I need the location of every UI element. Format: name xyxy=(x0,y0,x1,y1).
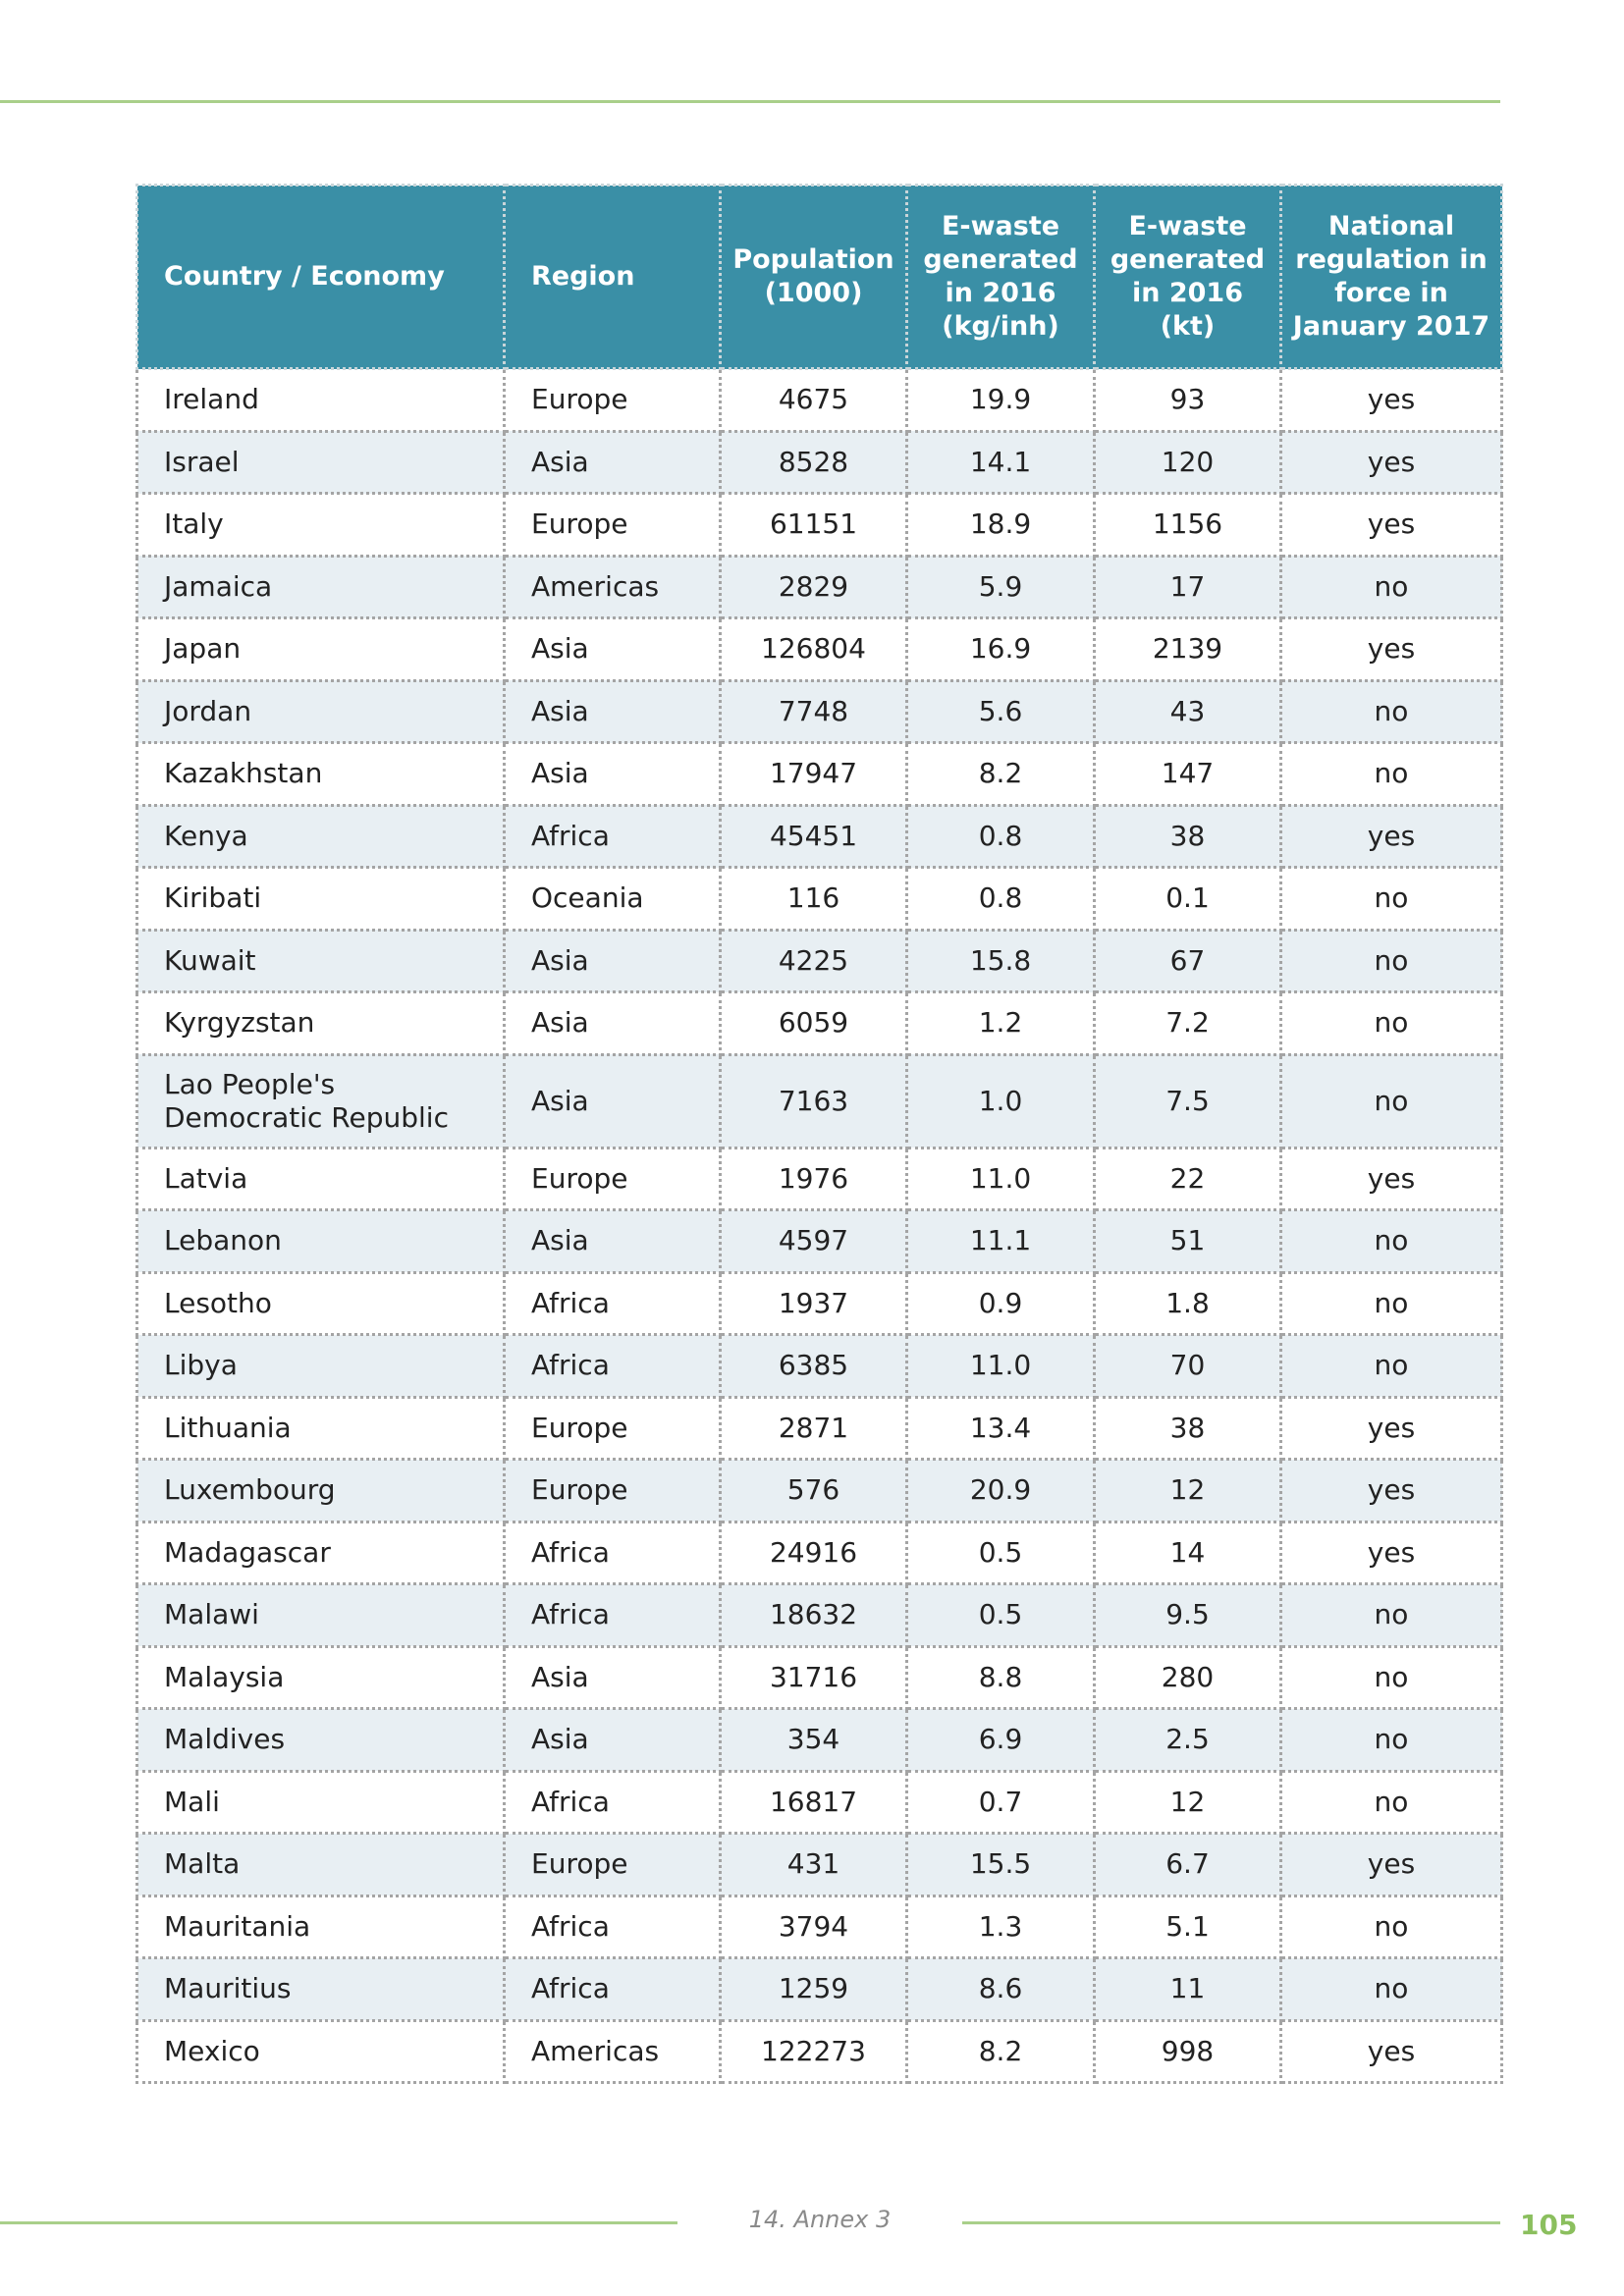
cell-region: Europe xyxy=(505,1460,721,1522)
table-row xyxy=(137,431,1502,494)
cell-ewaste-per-capita: 11.0 xyxy=(907,1148,1095,1210)
cell-country: Israel xyxy=(137,431,505,494)
cell-country: Lao People's Democratic Republic xyxy=(137,1054,505,1148)
cell-region: Asia xyxy=(505,618,721,681)
cell-country: Mali xyxy=(137,1771,505,1834)
cell-regulation: no xyxy=(1281,1054,1502,1148)
cell-ewaste-per-capita: 14.1 xyxy=(907,431,1095,494)
cell-population: 16817 xyxy=(721,1771,907,1834)
cell-region: Asia xyxy=(505,1709,721,1772)
cell-ewaste-per-capita: 0.8 xyxy=(907,805,1095,868)
cell-population: 122273 xyxy=(721,2020,907,2083)
cell-regulation: yes xyxy=(1281,1460,1502,1522)
cell-ewaste-per-capita: 0.5 xyxy=(907,1584,1095,1647)
cell-population: 2871 xyxy=(721,1397,907,1460)
table-row xyxy=(137,1771,1502,1834)
table-row xyxy=(137,992,1502,1055)
cell-region: Asia xyxy=(505,431,721,494)
cell-ewaste-total: 5.1 xyxy=(1095,1896,1281,1958)
table-row xyxy=(137,1272,1502,1335)
cell-region: Africa xyxy=(505,1335,721,1398)
table-row xyxy=(137,1584,1502,1647)
cell-country: Malta xyxy=(137,1834,505,1896)
table-row xyxy=(137,743,1502,806)
cell-regulation: yes xyxy=(1281,2020,1502,2083)
cell-region: Europe xyxy=(505,1834,721,1896)
cell-regulation: no xyxy=(1281,1646,1502,1709)
cell-regulation: yes xyxy=(1281,1522,1502,1584)
cell-regulation: no xyxy=(1281,1709,1502,1772)
cell-ewaste-per-capita: 20.9 xyxy=(907,1460,1095,1522)
cell-ewaste-total: 14 xyxy=(1095,1522,1281,1584)
cell-ewaste-total: 1156 xyxy=(1095,494,1281,557)
cell-country: Latvia xyxy=(137,1148,505,1210)
table-row xyxy=(137,868,1502,931)
cell-region: Africa xyxy=(505,1584,721,1647)
cell-regulation: no xyxy=(1281,1958,1502,2021)
cell-population: 45451 xyxy=(721,805,907,868)
cell-region: Africa xyxy=(505,1272,721,1335)
table-body xyxy=(137,369,1502,2083)
cell-ewaste-per-capita: 1.0 xyxy=(907,1054,1095,1148)
cell-region: Africa xyxy=(505,1771,721,1834)
cell-ewaste-total: 280 xyxy=(1095,1646,1281,1709)
cell-country: Kazakhstan xyxy=(137,743,505,806)
cell-regulation: yes xyxy=(1281,1834,1502,1896)
cell-ewaste-per-capita: 0.5 xyxy=(907,1522,1095,1584)
table-row xyxy=(137,1054,1502,1148)
cell-regulation: no xyxy=(1281,930,1502,992)
table-row xyxy=(137,1709,1502,1772)
cell-region: Europe xyxy=(505,494,721,557)
cell-ewaste-total: 998 xyxy=(1095,2020,1281,2083)
cell-region: Africa xyxy=(505,805,721,868)
cell-ewaste-total: 2139 xyxy=(1095,618,1281,681)
cell-regulation: no xyxy=(1281,992,1502,1055)
cell-country: Luxembourg xyxy=(137,1460,505,1522)
cell-population: 431 xyxy=(721,1834,907,1896)
cell-country: Mauritania xyxy=(137,1896,505,1958)
cell-ewaste-total: 0.1 xyxy=(1095,868,1281,931)
table-row xyxy=(137,2020,1502,2083)
cell-regulation: no xyxy=(1281,743,1502,806)
page-number: 105 xyxy=(1520,2209,1578,2241)
cell-region: Africa xyxy=(505,1896,721,1958)
cell-ewaste-total: 51 xyxy=(1095,1210,1281,1273)
cell-ewaste-total: 12 xyxy=(1095,1771,1281,1834)
table-row xyxy=(137,805,1502,868)
cell-population: 24916 xyxy=(721,1522,907,1584)
cell-region: Oceania xyxy=(505,868,721,931)
cell-country: Malawi xyxy=(137,1584,505,1647)
cell-regulation: no xyxy=(1281,556,1502,618)
top-rule xyxy=(0,100,1500,103)
cell-country: Malaysia xyxy=(137,1646,505,1709)
cell-country: Mauritius xyxy=(137,1958,505,2021)
cell-ewaste-total: 38 xyxy=(1095,1397,1281,1460)
table-row xyxy=(137,1148,1502,1210)
cell-population: 354 xyxy=(721,1709,907,1772)
cell-population: 1937 xyxy=(721,1272,907,1335)
cell-population: 6385 xyxy=(721,1335,907,1398)
cell-region: Asia xyxy=(505,930,721,992)
cell-population: 4675 xyxy=(721,369,907,432)
table-row xyxy=(137,618,1502,681)
cell-country: Lithuania xyxy=(137,1397,505,1460)
cell-ewaste-per-capita: 0.7 xyxy=(907,1771,1095,1834)
footer-rule-left xyxy=(0,2221,677,2224)
cell-population: 1259 xyxy=(721,1958,907,2021)
header-row xyxy=(137,186,1502,369)
table-row xyxy=(137,1834,1502,1896)
table-row xyxy=(137,1958,1502,2021)
cell-ewaste-total: 22 xyxy=(1095,1148,1281,1210)
cell-region: Africa xyxy=(505,1522,721,1584)
cell-region: Europe xyxy=(505,1397,721,1460)
cell-region: Asia xyxy=(505,680,721,743)
cell-population: 4597 xyxy=(721,1210,907,1273)
cell-country: Ireland xyxy=(137,369,505,432)
cell-ewaste-total: 2.5 xyxy=(1095,1709,1281,1772)
cell-country: Madagascar xyxy=(137,1522,505,1584)
cell-regulation: no xyxy=(1281,1210,1502,1273)
cell-country: Kuwait xyxy=(137,930,505,992)
cell-regulation: yes xyxy=(1281,494,1502,557)
cell-population: 116 xyxy=(721,868,907,931)
cell-country: Jamaica xyxy=(137,556,505,618)
table-row xyxy=(137,1397,1502,1460)
cell-ewaste-total: 6.7 xyxy=(1095,1834,1281,1896)
cell-region: Africa xyxy=(505,1958,721,2021)
cell-ewaste-per-capita: 8.2 xyxy=(907,2020,1095,2083)
cell-country: Maldives xyxy=(137,1709,505,1772)
cell-ewaste-total: 12 xyxy=(1095,1460,1281,1522)
cell-country: Lesotho xyxy=(137,1272,505,1335)
cell-regulation: yes xyxy=(1281,618,1502,681)
table-row xyxy=(137,1460,1502,1522)
cell-ewaste-total: 147 xyxy=(1095,743,1281,806)
cell-ewaste-per-capita: 8.8 xyxy=(907,1646,1095,1709)
cell-ewaste-per-capita: 11.1 xyxy=(907,1210,1095,1273)
cell-population: 61151 xyxy=(721,494,907,557)
cell-ewaste-per-capita: 8.6 xyxy=(907,1958,1095,2021)
cell-regulation: no xyxy=(1281,1335,1502,1398)
ewaste-table xyxy=(135,184,1503,2084)
cell-ewaste-total: 17 xyxy=(1095,556,1281,618)
table-row xyxy=(137,680,1502,743)
cell-country: Jordan xyxy=(137,680,505,743)
table-row xyxy=(137,494,1502,557)
cell-country: Libya xyxy=(137,1335,505,1398)
cell-regulation: yes xyxy=(1281,805,1502,868)
table-row xyxy=(137,1896,1502,1958)
table-row xyxy=(137,930,1502,992)
cell-ewaste-per-capita: 15.8 xyxy=(907,930,1095,992)
table-row xyxy=(137,1646,1502,1709)
cell-regulation: no xyxy=(1281,868,1502,931)
cell-ewaste-total: 11 xyxy=(1095,1958,1281,2021)
cell-country: Japan xyxy=(137,618,505,681)
cell-ewaste-total: 43 xyxy=(1095,680,1281,743)
cell-ewaste-total: 9.5 xyxy=(1095,1584,1281,1647)
cell-regulation: no xyxy=(1281,680,1502,743)
header-region: Region xyxy=(505,186,721,369)
table-row xyxy=(137,369,1502,432)
cell-ewaste-per-capita: 16.9 xyxy=(907,618,1095,681)
cell-country: Kenya xyxy=(137,805,505,868)
table-header xyxy=(137,186,1502,369)
cell-ewaste-per-capita: 13.4 xyxy=(907,1397,1095,1460)
cell-region: Americas xyxy=(505,556,721,618)
data-table-container xyxy=(135,184,1500,2084)
footer-rule-right xyxy=(962,2221,1500,2224)
header-country: Country / Economy xyxy=(137,186,505,369)
cell-ewaste-per-capita: 5.9 xyxy=(907,556,1095,618)
cell-ewaste-total: 93 xyxy=(1095,369,1281,432)
cell-ewaste-per-capita: 8.2 xyxy=(907,743,1095,806)
table-row xyxy=(137,1522,1502,1584)
cell-ewaste-total: 67 xyxy=(1095,930,1281,992)
header-ewaste-total: E-waste generated in 2016 (kt) xyxy=(1095,186,1281,369)
cell-ewaste-total: 7.2 xyxy=(1095,992,1281,1055)
cell-population: 2829 xyxy=(721,556,907,618)
cell-population: 8528 xyxy=(721,431,907,494)
header-population: Population (1000) xyxy=(721,186,907,369)
cell-country: Kiribati xyxy=(137,868,505,931)
cell-ewaste-per-capita: 6.9 xyxy=(907,1709,1095,1772)
cell-ewaste-per-capita: 19.9 xyxy=(907,369,1095,432)
table-row xyxy=(137,556,1502,618)
cell-ewaste-total: 120 xyxy=(1095,431,1281,494)
cell-population: 1976 xyxy=(721,1148,907,1210)
cell-region: Europe xyxy=(505,1148,721,1210)
cell-population: 576 xyxy=(721,1460,907,1522)
cell-population: 7163 xyxy=(721,1054,907,1148)
cell-population: 4225 xyxy=(721,930,907,992)
cell-region: Americas xyxy=(505,2020,721,2083)
cell-ewaste-per-capita: 0.8 xyxy=(907,868,1095,931)
cell-ewaste-per-capita: 18.9 xyxy=(907,494,1095,557)
cell-ewaste-per-capita: 15.5 xyxy=(907,1834,1095,1896)
cell-ewaste-per-capita: 5.6 xyxy=(907,680,1095,743)
cell-region: Asia xyxy=(505,1210,721,1273)
cell-ewaste-per-capita: 1.3 xyxy=(907,1896,1095,1958)
cell-country: Italy xyxy=(137,494,505,557)
cell-country: Mexico xyxy=(137,2020,505,2083)
cell-region: Asia xyxy=(505,992,721,1055)
cell-region: Asia xyxy=(505,743,721,806)
cell-ewaste-total: 1.8 xyxy=(1095,1272,1281,1335)
table-row xyxy=(137,1210,1502,1273)
table-row xyxy=(137,1335,1502,1398)
footer-section-label: 14. Annex 3 xyxy=(748,2206,892,2233)
cell-population: 31716 xyxy=(721,1646,907,1709)
cell-regulation: yes xyxy=(1281,1397,1502,1460)
cell-regulation: no xyxy=(1281,1584,1502,1647)
header-ewaste-per-capita: E-waste generated in 2016 (kg/inh) xyxy=(907,186,1095,369)
cell-ewaste-per-capita: 11.0 xyxy=(907,1335,1095,1398)
cell-ewaste-total: 38 xyxy=(1095,805,1281,868)
cell-region: Asia xyxy=(505,1054,721,1148)
cell-regulation: no xyxy=(1281,1896,1502,1958)
cell-regulation: no xyxy=(1281,1771,1502,1834)
cell-population: 6059 xyxy=(721,992,907,1055)
cell-country: Kyrgyzstan xyxy=(137,992,505,1055)
cell-country: Lebanon xyxy=(137,1210,505,1273)
cell-population: 3794 xyxy=(721,1896,907,1958)
header-regulation: National regulation in force in January 2017 xyxy=(1281,186,1502,369)
cell-population: 17947 xyxy=(721,743,907,806)
cell-region: Asia xyxy=(505,1646,721,1709)
cell-ewaste-per-capita: 1.2 xyxy=(907,992,1095,1055)
cell-regulation: yes xyxy=(1281,431,1502,494)
cell-ewaste-per-capita: 0.9 xyxy=(907,1272,1095,1335)
cell-population: 7748 xyxy=(721,680,907,743)
cell-ewaste-total: 7.5 xyxy=(1095,1054,1281,1148)
cell-regulation: yes xyxy=(1281,1148,1502,1210)
cell-population: 18632 xyxy=(721,1584,907,1647)
cell-population: 126804 xyxy=(721,618,907,681)
cell-ewaste-total: 70 xyxy=(1095,1335,1281,1398)
cell-regulation: no xyxy=(1281,1272,1502,1335)
cell-region: Europe xyxy=(505,369,721,432)
cell-regulation: yes xyxy=(1281,369,1502,432)
